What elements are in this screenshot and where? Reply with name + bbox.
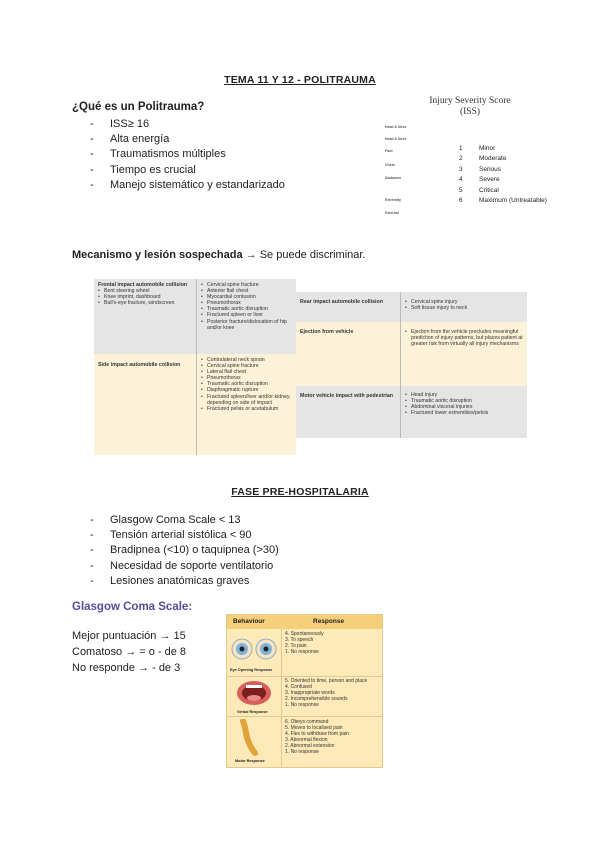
gcs-line: No responde → - de 3: [72, 662, 181, 674]
list-item: • Fractured spleen or liver: [201, 312, 292, 318]
list-item: • Ejection from the vehicle precludes meaningful prediction of injury patterns, but places patient at greater risk from virtually all injury mechanisms: [405, 329, 523, 347]
prehosp-list: [90, 513, 279, 589]
what-is-heading: ¿Qué es un Politrauma?: [72, 101, 205, 113]
rear-injuries-cell: [400, 292, 527, 322]
mechanism-note: Se puede discriminar.: [259, 249, 366, 261]
iss-region: Head & Neck: [385, 125, 407, 129]
list-item: - Glasgow Coma Scale < 13: [90, 513, 279, 528]
iss-region: Extremity: [385, 198, 401, 202]
frontal-label: Frontal impact automobile collision: [98, 282, 188, 288]
list-item: • Soft tissue injury to neck: [405, 305, 523, 311]
iss-score-row: 5 Critical: [459, 186, 499, 194]
ejection-cell: [296, 322, 400, 386]
iss-region: Abdomen: [385, 176, 402, 180]
arrow-icon: →: [245, 249, 257, 261]
list-item: • Fractured pelvis or acetabulum: [201, 406, 292, 412]
gcs-line: Comatoso → = o - de 8: [72, 646, 187, 658]
list-item: • Pneumothorax: [201, 300, 292, 306]
rear-label: Rear impact automobile collision: [300, 299, 384, 305]
list-item: - Necesidad de soporte ventilatorio: [90, 559, 279, 574]
side-label: Side impact automobile collision: [98, 362, 181, 368]
behaviour-header: Behaviour: [233, 618, 265, 625]
list-item: • Fractured spleen/liver and/or kidney, depending on side of impact: [201, 394, 292, 406]
iss-score-row: 6 Maximum (Untreatable): [459, 196, 547, 204]
list-item: • Abdominal visceral injuries: [405, 404, 523, 410]
list-item: - Tiempo es crucial: [90, 163, 285, 178]
gcs-heading: Glasgow Coma Scale:: [72, 601, 193, 613]
ejection-label: Ejection from vehicle: [300, 329, 354, 335]
list-item: - Bradipnea (<10) o taquipnea (>30): [90, 543, 279, 558]
motor-responses: 6. Obeys command 5. Moves to localised pain 4. Flex to withdraw from pain 3. Abnormal flexion 2. Abnormal extension 1. No response: [285, 719, 349, 755]
list-item: • Traumatic aortic disruption: [201, 381, 292, 387]
verbal-responses: 5. Oriented to time, person and place 4. Confused 3. Inappropriate words 2. Incomprehensible sounds 1. No response: [285, 678, 367, 708]
list-item: - Tensión arterial sistólica < 90: [90, 528, 279, 543]
prehosp-heading: FASE PRE-HOSPITALARIA: [231, 486, 369, 498]
iss-title: Injury Severity Score: [429, 96, 511, 106]
iss-region: External: [385, 211, 399, 215]
list-item: - Alta energía: [90, 132, 285, 147]
iss-subtitle: (ISS): [459, 107, 481, 117]
iss-score-row: 2 Moderate: [459, 155, 507, 163]
motor-label: Motor Response: [235, 759, 265, 763]
list-item: • Contralateral neck sprain: [201, 357, 292, 363]
gcs-lines: [72, 628, 186, 676]
list-item: - Manejo sistemático y estandarizado: [90, 178, 285, 193]
pedestrian-cell: [296, 386, 400, 438]
gcs-table-header: [227, 615, 382, 629]
iss-region: Face: [385, 149, 393, 153]
gcs-line: Mejor puntuación → 15: [72, 630, 186, 642]
mechanism-heading: Mecanismo y lesión sospechada: [72, 249, 243, 261]
mechanism-table: [94, 279, 527, 455]
iss-region: Head & Neck: [385, 137, 407, 141]
verbal-label: Verbal Response: [237, 710, 268, 714]
list-item: • Cervical spine fracture: [201, 282, 292, 288]
list-item: • Anterior flail chest: [201, 288, 292, 294]
eye-label: Eye Opening Response: [230, 668, 273, 672]
mechanism-line: [72, 249, 365, 261]
list-item: • Cervical spine fracture: [201, 363, 292, 369]
list-item: • Posterior fracture/dislocation of hip and/or knee: [201, 319, 292, 331]
list-item: • Pneumothorax: [201, 375, 292, 381]
arm-icon: [237, 719, 271, 757]
list-item: • Diaphragmatic rupture: [201, 387, 292, 393]
iss-score-row: 1 Minor: [459, 145, 496, 152]
list-item: • Fractured lower extremities/pelvis: [405, 410, 523, 416]
list-item: • Bent steering wheel: [98, 288, 192, 294]
list-item: • Cervical spine injury: [405, 299, 523, 305]
list-item: - Lesiones anatómicas graves: [90, 574, 279, 589]
iss-region: Chest: [385, 163, 395, 167]
list-item: • Myocardial contusion: [201, 294, 292, 300]
eye-responses: 4. Spontaneously 3. To speech 2. To pain 1. No response: [285, 631, 324, 655]
list-item: - ISS≥ 16: [90, 117, 285, 132]
list-item: • Head injury: [405, 392, 523, 398]
rear-cell: [296, 292, 400, 322]
frontal-injuries-cell: [196, 279, 296, 354]
pedestrian-label: Motor vehicle impact with pedestrian: [300, 393, 394, 399]
eyes-icon: [231, 637, 277, 663]
what-is-list: [90, 117, 285, 193]
list-item: • Knee imprint, dashboard: [98, 294, 192, 300]
iss-score-row: 3 Serious: [459, 165, 502, 173]
iss-figure: [385, 96, 555, 221]
gcs-table: [226, 614, 383, 768]
list-item: • Traumatic aortic disruption: [405, 398, 523, 404]
frontal-cell: [94, 279, 196, 354]
response-header: Response: [313, 618, 345, 625]
mouth-icon: [235, 678, 273, 708]
side-injuries-cell: [196, 354, 296, 455]
page-title: TEMA 11 Y 12 - POLITRAUMA: [224, 74, 376, 86]
list-item: - Traumatismos múltiples: [90, 147, 285, 162]
list-item: • Traumatic aortic disruption: [201, 306, 292, 312]
side-cell: [94, 354, 196, 455]
list-item: • Bull's-eye fracture, windscreen: [98, 300, 192, 306]
iss-score-row: 4 Severe: [459, 176, 500, 184]
list-item: • Lateral flail chest: [201, 369, 292, 375]
ejection-injuries-cell: [400, 322, 527, 386]
pedestrian-injuries-cell: [400, 386, 527, 438]
